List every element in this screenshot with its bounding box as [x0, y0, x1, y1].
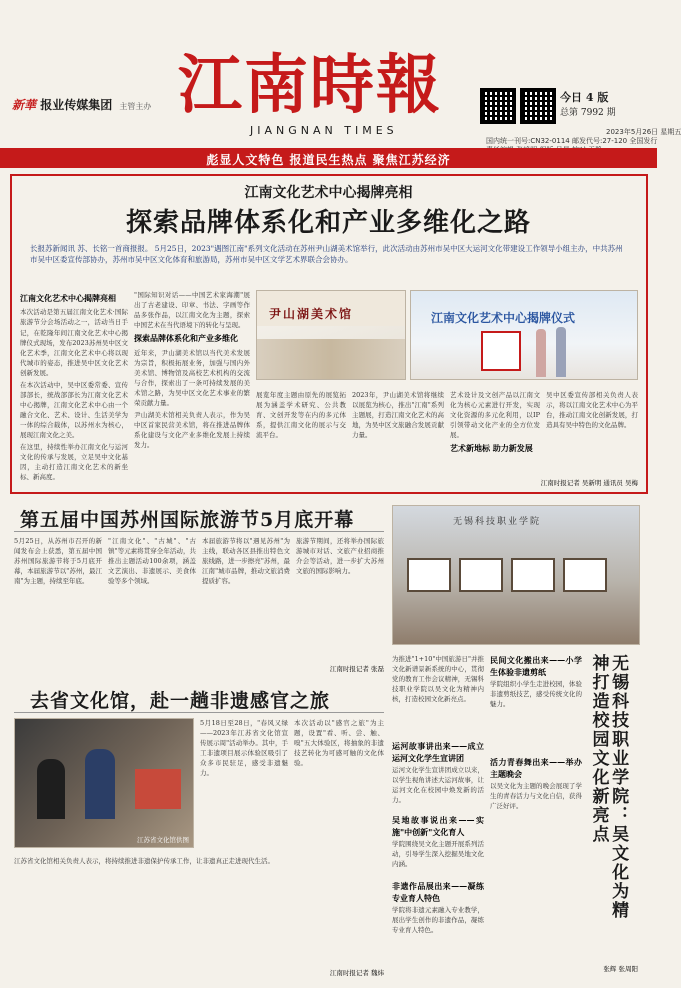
person-icon [37, 759, 65, 819]
framed-artwork-icon [563, 558, 607, 592]
lead-col5-text: 艺术设计及文创产品以江南文化为核心元素进行开发，实现文化资源的多元化利用，以IP引领带动文化产业的全方位发展。 [450, 391, 540, 440]
divider [14, 712, 384, 713]
brand-sub: 主管主办 [119, 102, 152, 111]
lead-col2-text: "国际知识对话——中国艺术家海潮"展出了古老建设、印章、书法、字画等作品多张作品，以江南文化为主题，探索中国艺术在当代语境下的转化与呈现。 [134, 291, 250, 330]
photo-school-exhibition [392, 505, 640, 645]
school-section-4 [490, 654, 582, 752]
photo-yinshan-museum [256, 290, 406, 380]
school-s1-heading: 运河故事讲出来——成立运河文化学生宣讲团 [392, 741, 484, 764]
artwork-icon [135, 769, 181, 809]
school-s2-heading: 吴地故事说出来——实施"中创新"文化育人 [392, 815, 484, 838]
heritage-headline: 去省文化馆，赴一趟非遗感官之旅 [30, 690, 331, 712]
lead-col5-text2: 吴中区委宣传部相关负责人表示，将以江南文化艺术中心为平台，推动江南文化创新发展，打造具有吴中特色的文化品牌。 [546, 391, 638, 430]
lead-col1-text: 本次活动是第五届江南文化艺术·国际旅游节分会场活动之一，活动当日手记，在乾隆年间江南文化艺术中心揭牌仪式现场，发布2023苏州吴中区文化艺术季，江南文化艺术中心将以现代城市的姿态，推进吴中区文化艺术创新发展。 [20, 308, 128, 377]
school-section-2 [392, 814, 484, 876]
slogan: 彪显人文特色 报道民生热点 聚焦江苏经济 [206, 153, 451, 167]
today-pages: 今日 4 版 [560, 91, 609, 104]
brand-script: 新華 [12, 98, 37, 112]
lead-column-6 [546, 390, 638, 476]
school-section-1 [392, 740, 484, 810]
school-s5-text: 以吴文化为主题的晚会展现了学生的青春活力与文化自信，获得广泛好评。 [490, 781, 582, 810]
festival-column-1: 5月25日，从苏州市召开的新闻发布会上获悉，第五届中国苏州国际旅游节将于5月底开幕，本届旅游节以"苏州，最江南"为主题，持续至年底。 [14, 537, 102, 586]
festival-column-4: 旅游节期间，还将举办国际旅游城市对话、文旅产业招商推介会等活动，进一步扩大苏州文旅的国际影响力。 [296, 537, 384, 576]
publisher-brand [12, 96, 151, 113]
lead-column-1 [20, 290, 128, 486]
post-code: 邮发代号:27-120 全国发行 [571, 137, 658, 146]
lead-col1-heading: 江南文化艺术中心揭牌亮相 [20, 293, 116, 303]
school-intro: 为推进"1+10"中国旅游日"并推文化新谱景新系统的中心，贯彻党的教育工作会议精神，无锡科技职业学院以吴文化为精神内核，打造校园文化新亮点。 [392, 655, 484, 704]
framed-artwork-icon [407, 558, 451, 592]
brand-org: 报业传媒集团 [40, 98, 113, 112]
lead-col2-text3: 尹山湖美术馆相关负责人表示，作为吴中区首家民营美术馆，将在推进品牌体系化建设与文化产业多维化发展上持续发力。 [134, 411, 250, 450]
lead-headline: 探索品牌体系化和产业多维化之路 [125, 208, 531, 238]
school-author: 张辉 张周阳 [603, 965, 638, 973]
lead-subtitle: 江南文化艺术中心揭牌亮相 [244, 185, 413, 201]
school-s5-heading: 活力青春舞出来——举办主题晚会 [490, 757, 582, 780]
lead-column-5 [450, 390, 540, 486]
lead-column-4 [352, 390, 444, 486]
lead-author: 江南时报记者 吴新明 通讯员 吴梅 [540, 479, 638, 487]
lead-col1-text2: 在本次活动中，吴中区委常委、宣传部部长，统战部部长为江南文化艺术中心揭牌，江南文化艺术中心由一个融合文化、艺术、设计、生活美学为一体的综合载体，以苏州水为核心，展现江南文化之美。 [20, 380, 128, 440]
framed-artwork-icon [459, 558, 503, 592]
issue-number: 总第 7992 期 [560, 107, 616, 118]
lead-col2-heading: 探索品牌体系化和产业多维化 [134, 333, 238, 344]
heritage-column-2: 本次活动以"感官之旅"为主题，设置"看、听、尝、触、嗅"五大体验区，将抽象的非遗技艺转化为可感可触的文化体验。 [294, 719, 384, 768]
school-photo-caption: 无锡科技职业学院 [453, 517, 542, 527]
festival-headline: 第五届中国苏州国际旅游节5月底开幕 [20, 509, 355, 531]
lead-column-2 [134, 290, 250, 486]
plaque-icon [481, 331, 521, 371]
school-s3-text: 学院将非遗元素融入专业教学，展出学生创作的非遗作品，凝练专业育人特色。 [392, 905, 484, 934]
photo-heritage-visitors [14, 718, 194, 848]
school-section-3 [392, 880, 484, 970]
heritage-column-3: 江苏省文化馆相关负责人表示，将持续推进非遗保护传承工作，让非遗真正走进现代生活。 [14, 857, 274, 865]
heritage-column-1: 5月18日至28日，"春风又绿——2023年江苏省文化馆宣传展示周"活动举办。其中，手工非遗项目展示体验区吸引了众多市民驻足，感受非遗魅力。 [200, 719, 288, 778]
lead-col2-text2: 近年来，尹山湖美术馆以当代美术发展为宗旨，积极拓展业务，加强与国内外美术馆、博物馆及高校艺术机构的交流与合作，探索出了一条可持续发展的美术馆之路，为吴中区文化艺术事业的繁荣贡献力量。 [134, 348, 250, 407]
date: 2023年5月26日 星期五 [606, 128, 681, 136]
newspaper-title: 江南時報 [178, 48, 442, 123]
qr-code-icon [520, 88, 556, 124]
school-s1-text: 运河文化学生宣讲团成立以来，以学生视角讲述大运河故事，让运河文化在校园中焕发新的活力。 [392, 765, 484, 804]
lead-col5-heading: 艺术新地标 助力新发展 [450, 443, 533, 454]
photo2-banner: 江南文化艺术中心揭牌仪式 [431, 311, 576, 325]
lead-col4-text: 2023年，尹山湖美术馆将继续以展览为核心，推出"江南"系列主题展，打造江南文化艺术的高地，为吴中区文旅融合发展贡献力量。 [352, 391, 444, 440]
school-section-5 [490, 756, 582, 956]
framed-artwork-icon [511, 558, 555, 592]
festival-author: 江南时报记者 张磊 [329, 665, 384, 673]
divider [14, 531, 384, 532]
person-icon [556, 327, 566, 377]
person-icon [536, 329, 546, 377]
issue-meta [560, 90, 616, 120]
lead-column-3 [256, 390, 346, 486]
lead-intro: 长报苏新闻讯 苏、长铭一首商报报。 5月25日，2023"遇图江南"系列文化活动在苏州尹山湖美术馆举行，此次活动由苏州市吴中区大运河文化带建设工作领导小组主办，中共苏州市吴中区委宣传部协办，苏州市吴中区文化体育和旅游局，苏州市吴中区文学艺术界联合会协办。 [30, 244, 623, 264]
school-s4-text: 学院组织小学生走进校园，体验非遗剪纸技艺，感受传统文化的魅力。 [490, 679, 582, 708]
festival-column-3: 本届旅游节将以"遇见苏州"为主线，联动各区县推出特色文旅线路，进一步擦亮"苏州，最江南"城市品牌，推动文旅消费提质扩容。 [202, 537, 290, 586]
qr-code-icon [480, 88, 516, 124]
heritage-photo-caption: 江苏省文化馆供图 [137, 836, 189, 844]
heritage-author: 江南时报记者 魏炜 [329, 969, 384, 977]
newspaper-title-en: JIANGNAN TIMES [250, 124, 398, 137]
school-headline: 无锡科技职业学院：吴文化为精神打造校园文化新亮点 [588, 654, 629, 920]
school-s4-heading: 民间文化搬出来——小学生体验非遗剪纸 [490, 655, 582, 678]
festival-column-2: "江南文化"、"古城"、"古镇"等元素将贯穿全年活动，共推出主题活动100余项，涵盖文艺演出、非遗展示、美食体验等多个领域。 [108, 537, 196, 586]
cn-number: 国内统一刊号:CN32-0114 [486, 137, 570, 146]
lead-col1-text3: 在这里，持续性举办江南文化与运河文化的传承与发展，立足吴中文化基因，主动打造江南文化艺术的新坐标、新高度。 [20, 443, 128, 482]
photo1-sign: 尹山湖美术馆 [269, 307, 354, 321]
school-s3-heading: 非遗作品展出来——凝练专业育人特色 [392, 881, 484, 904]
school-s2-text: 学院围绕吴文化主题开展系列活动，引导学生深入挖掘吴地文化内涵。 [392, 839, 484, 868]
lead-col3-text: 展览年度主题由原先的展览拓展为涵盖学术研究、公共教育、文创开发等在内的多元体系，提供江南文化的展示与交流平台。 [256, 391, 346, 440]
person-icon [85, 749, 115, 819]
photo-unveiling-ceremony [410, 290, 638, 380]
